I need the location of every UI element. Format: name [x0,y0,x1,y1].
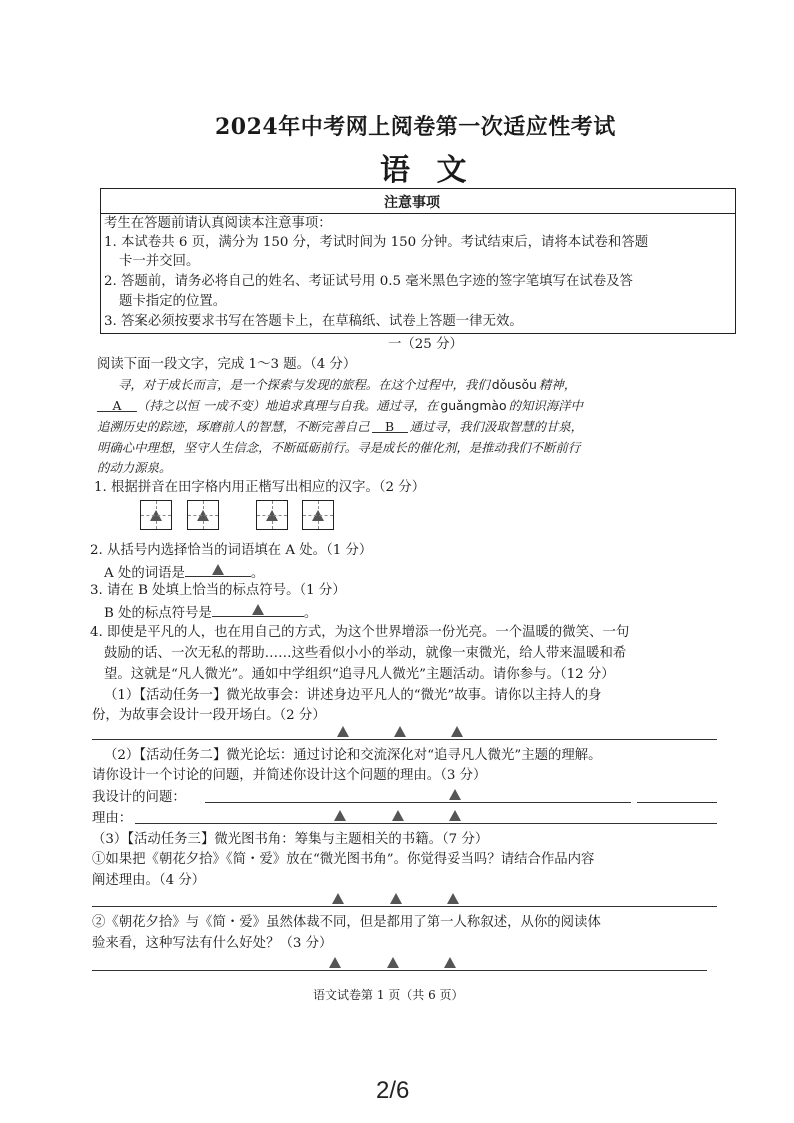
answer-marker-icon [451,726,463,737]
task-2-line-1: （2）【活动任务二】微光论坛：通过讨论和交流深化对“追寻凡人微光”主题的理解。 [104,748,602,763]
question-answer-line-2[interactable] [637,802,717,803]
notice-divider [101,213,735,214]
passage-line-3: 追溯历史的踪迹，琢磨前人的智慧，不断完善自己 B 通过寻，我们汲取智慧的甘泉， [97,419,584,434]
answer-marker-icon [387,957,399,968]
answer-line[interactable] [92,970,707,971]
answer-marker-icon [392,810,404,821]
answer-marker-icon [449,810,461,821]
task-2-question-label: 我设计的问题： [92,790,186,805]
answer-marker-icon [390,893,402,904]
answer-marker-icon [312,510,324,521]
notice-box [100,188,736,334]
passage-line-5: 的动力源泉。 [97,460,172,475]
notice-item-3: 3. 答案必须按要求书写在答题卡上，在草稿纸、试卷上答题一律无效。 [104,314,523,329]
answer-marker-icon [252,604,264,615]
answer-marker-icon [394,726,406,737]
answer-marker-icon [197,510,209,521]
passage-line-2: A （持之以恒 一成不变）地追求真理与自我。通过寻，在 guǎngmào 的知识海洋中 [97,397,583,415]
question-answer-line[interactable] [205,802,631,803]
answer-marker-icon [334,810,346,821]
page-footer: 语文试卷第 1 页（共 6 页） [313,988,464,1002]
char-grid-1[interactable] [140,500,172,530]
answer-marker-icon [212,564,224,575]
task-1-line-2: 份，为故事会设计一段开场白。（2 分） [92,708,326,723]
char-grid-3[interactable] [256,500,288,530]
question-4-line-1: 4. 即使是平凡的人，也在用自己的方式，为这个世界增添一份光亮。一个温暖的微笑、一句 [90,625,630,640]
notice-item-2b: 题卡指定的位置。 [119,294,227,309]
question-1: 1. 根据拼音在田字格内用正楷写出相应的汉字。（2 分） [94,480,426,495]
question-3-answer: B 处的标点符号是 。 [104,602,317,623]
section-heading: 一（25 分） [388,337,463,352]
task-3-line-1: （3）【活动任务三】微光图书角：筹集与主题相关的书籍。（7 分） [92,832,489,847]
blank-b[interactable]: B [372,418,408,433]
reason-answer-line[interactable] [135,823,717,824]
question-3: 3. 请在 B 处填上恰当的标点符号。（1 分） [90,583,346,598]
question-2-answer: A 处的词语是 。 [104,562,264,583]
notice-item-2a: 2. 答题前，请务必将自己的姓名、考证试号用 0.5 毫米黑色字迹的签字笔填写在试卷及答 [104,274,633,289]
answer-marker-icon [444,957,456,968]
answer-blank-b[interactable] [212,602,304,617]
answer-line[interactable] [92,906,717,907]
answer-marker-icon [447,893,459,904]
page-indicator: 2/6 [376,1077,410,1104]
notice-item-1a: 1. 本试卷共 6 页，满分为 150 分，考试时间为 150 分钟。考试结束后，请将本试卷和答题 [104,235,649,250]
char-grid-4[interactable] [302,500,334,530]
subject-title: 语 文 [380,153,475,188]
question-4-line-2: 鼓励的话、一次无私的帮助……这些看似小小的举动，就像一束微光，给人带来温暖和希 [104,646,627,661]
pinyin-2: guǎngmào [440,398,507,413]
passage-line-1: 寻，对于成长而言，是一个探索与发现的旅程。在这个过程中，我们 dǒusǒu 精神， [118,377,577,392]
question-4-line-3: 望。这就是“凡人微光”。通如中学组织“追寻凡人微光”主题活动。请你参与。（12 分） [104,667,615,682]
task-3-q1-line-2: 阐述理由。（4 分） [92,873,206,888]
answer-line[interactable] [92,739,717,740]
task-3-q2-line-2: 验来看，这种写法有什么好处？（3 分） [92,936,333,951]
task-2-reason-label: 理由： [92,811,133,826]
blank-a[interactable]: A [97,397,137,412]
task-3-q2-line-1: ②《朝花夕拾》与《简・爱》虽然体裁不同，但是都用了第一人称叙述，从你的阅读体 [92,915,601,930]
answer-marker-icon [337,726,349,737]
reading-instruction: 阅读下面一段文字，完成 1～3 题。（4 分） [97,357,357,372]
answer-blank-a[interactable] [185,562,251,577]
exam-title: 2024年中考网上阅卷第一次适应性考试 [215,114,616,140]
char-grid-2[interactable] [187,500,219,530]
task-3-q1-line-1: ①如果把《朝花夕拾》《简・爱》放在“微光图书角”。你觉得妥当吗？请结合作品内容 [92,852,595,867]
answer-marker-icon [449,789,461,800]
answer-marker-icon [332,893,344,904]
passage-line-4: 明确心中理想，坚守人生信念，不断砥砺前行。寻是成长的催化剂，是推动我们不断前行 [97,440,581,455]
notice-title: 注意事项 [384,195,440,211]
task-1-line-1: （1）【活动任务一】微光故事会：讲述身边平凡人的“微光”故事。请你以主持人的身 [104,688,602,703]
notice-item-1b: 卡一并交回。 [119,254,200,269]
answer-marker-icon [329,957,341,968]
notice-intro: 考生在答题前请认真阅读本注意事项： [104,216,332,231]
pinyin-1: dǒusǒu [491,377,537,392]
answer-marker-icon [266,510,278,521]
question-2: 2. 从括号内选择恰当的词语填在 A 处。（1 分） [90,543,373,558]
task-2-line-2: 请你设计一个讨论的问题，并简述你设计这个问题的理由。（3 分） [92,768,487,783]
answer-marker-icon [150,510,162,521]
